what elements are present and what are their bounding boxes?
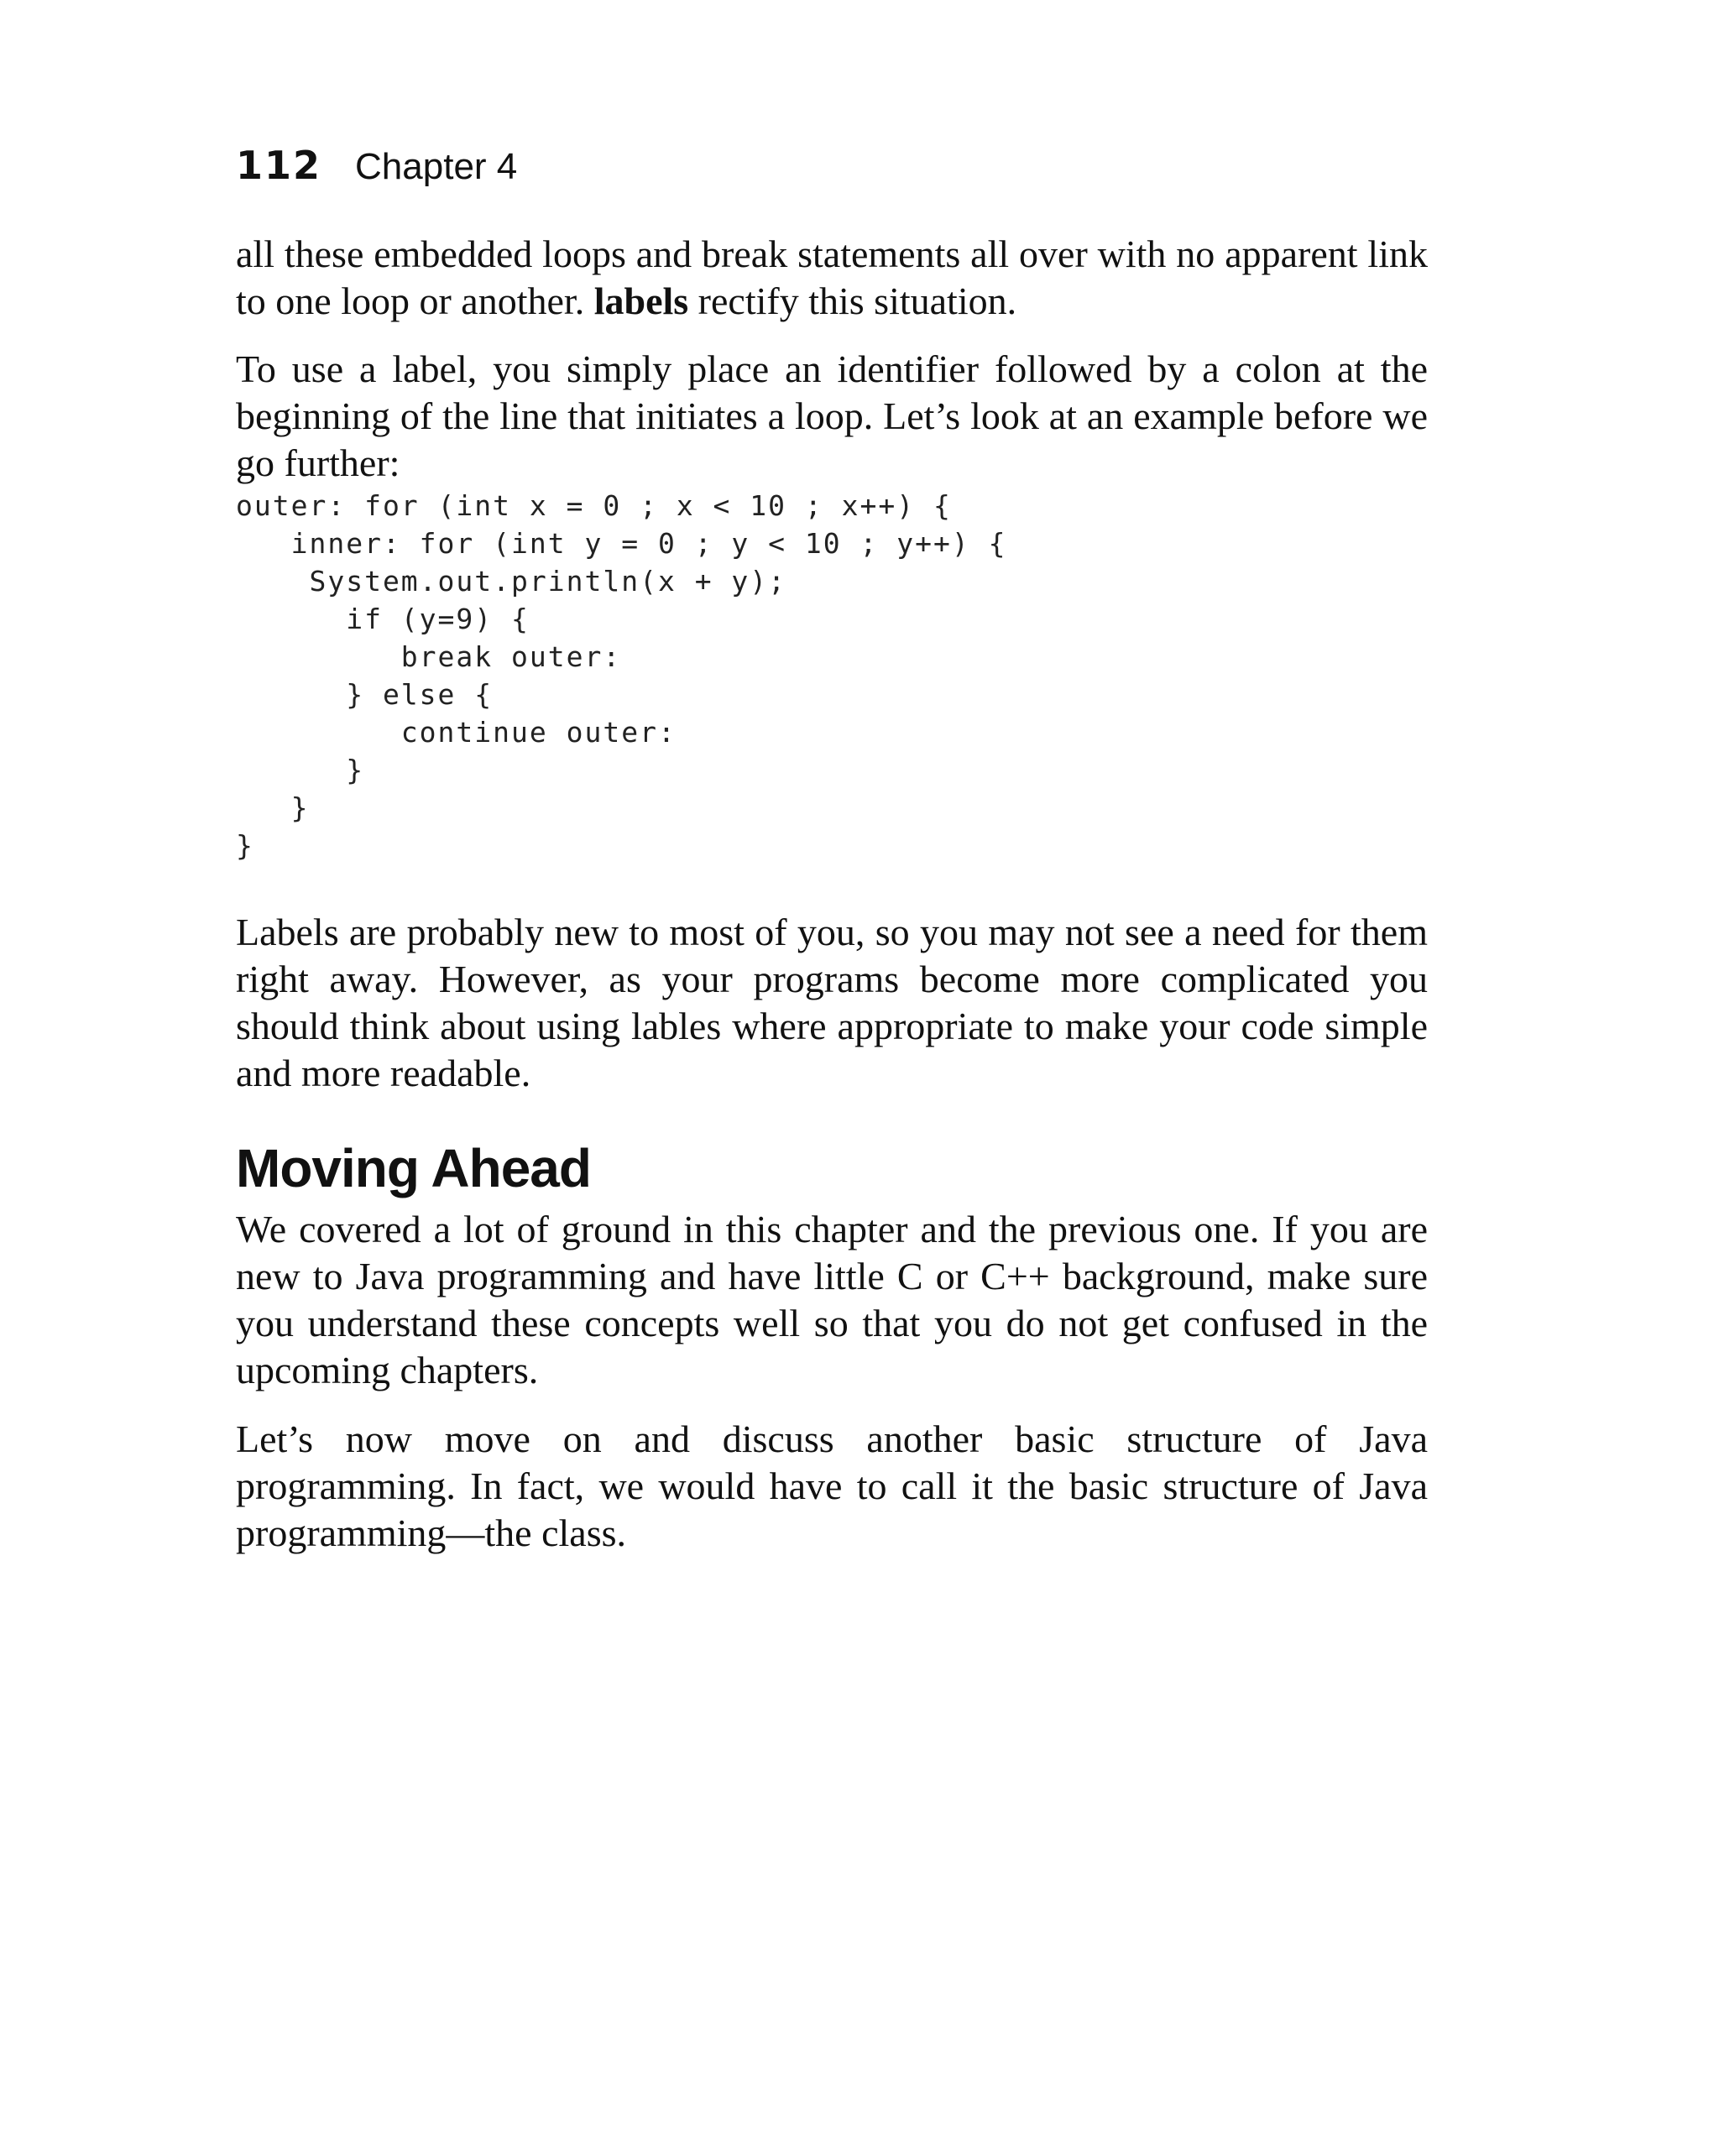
paragraph-label-usage: To use a label, you simply place an identifier followed by a colon at the beginning of the line that initiates a loop. Let’s look at an example before we go further:	[236, 347, 1428, 484]
running-head	[236, 143, 517, 201]
page-number: 112	[236, 143, 322, 188]
paragraph-text: all these embedded loops and break statements all over with no apparent link to one loop or another.	[236, 232, 1428, 322]
chapter-label: Chapter 4	[355, 146, 518, 187]
code-listing: outer: for (int x = 0 ; x < 10 ; x++) { inner: for (int y = 0 ; y < 10 ; y++) { System.out.println(x + y); if (y=9) { break outer: } else { continue outer: } } }	[236, 489, 1007, 862]
paragraph-text: rectify this situation.	[688, 279, 1017, 322]
paragraph-labels-summary: Labels are probably new to most of you, so you may not see a need for them right away. However, as your programs become more complicated you should think about using lables where appropriate to make your code simple and more readable.	[236, 911, 1428, 1094]
paragraph-next-chapter: Let’s now move on and discuss another basic structure of Java programming. In fact, we would have to call it the basic structure of Java programming—the class.	[236, 1417, 1428, 1554]
paragraph-moving-ahead: We covered a lot of ground in this chapter and the previous one. If you are new to Java programming and have little C or C++ background, make sure you understand these concepts well so that you do not get confused in the upcoming chapters.	[236, 1208, 1428, 1391]
section-heading: Moving Ahead	[236, 1138, 591, 1198]
bold-term-labels: labels	[593, 279, 689, 322]
paragraph-labels-intro	[236, 231, 1428, 325]
